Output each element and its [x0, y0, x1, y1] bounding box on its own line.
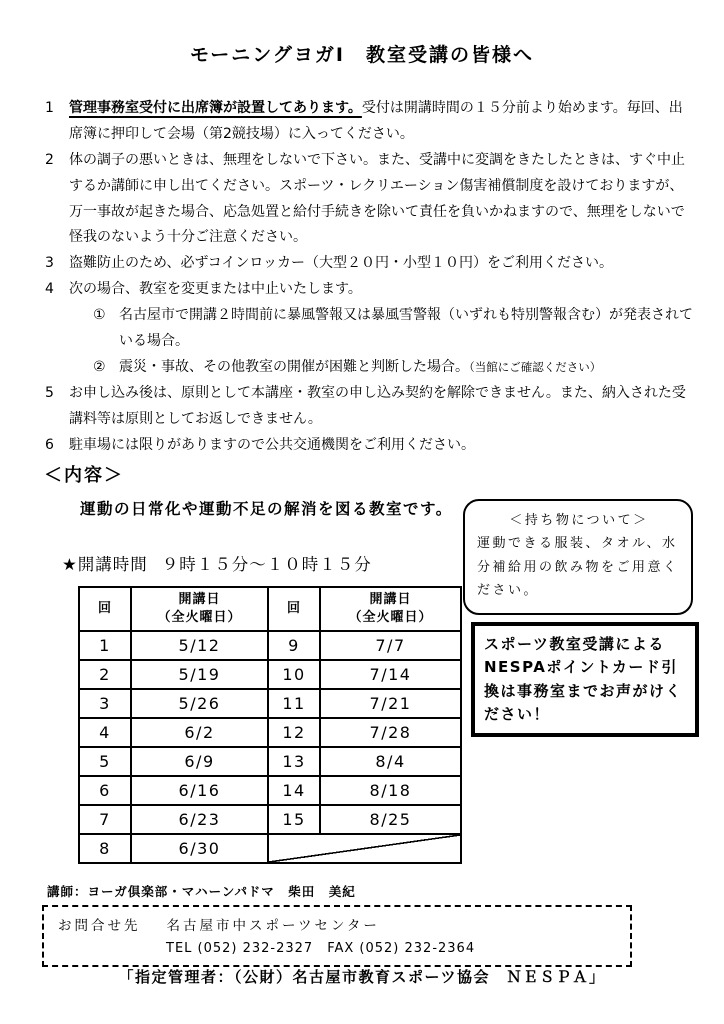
- session-number-cell: 7: [79, 805, 131, 834]
- session-number-cell: 14: [268, 776, 320, 805]
- header-date-line1: 開講日: [369, 592, 412, 608]
- session-number-cell: 10: [268, 660, 320, 689]
- session-date-cell: 8/18: [320, 776, 461, 805]
- content-section-heading: ＜内容＞: [44, 465, 124, 486]
- note-text: 次の場合、教室を変更または中止いたします。: [69, 281, 362, 298]
- nespa-point-box: スポーツ教室受講によるNESPAポイントカード引換は事務室までお声がけください！: [471, 622, 699, 737]
- note-item-4: [45, 277, 695, 303]
- contact-label: お問合せ先: [58, 918, 141, 934]
- designated-manager-line: 「指定管理者：（公財）名古屋市教育スポーツ協会 ＮＥＳＰＡ」: [118, 968, 606, 986]
- session-date-cell: 6/23: [131, 805, 268, 834]
- header-session-number: 回: [79, 587, 131, 631]
- contact-box: [42, 905, 632, 967]
- subnote-item-2: [93, 355, 695, 381]
- session-number-cell: 9: [268, 631, 320, 660]
- session-number-cell: 3: [79, 689, 131, 718]
- schedule-table-header: [79, 587, 461, 631]
- class-time-label: ★開講時間: [62, 555, 148, 574]
- note-text: [69, 96, 695, 148]
- session-date-cell: 7/14: [320, 660, 461, 689]
- note-number: 2: [45, 151, 54, 168]
- session-number-cell: 11: [268, 689, 320, 718]
- note-item-5: [45, 381, 695, 433]
- session-date-cell: 6/2: [131, 718, 268, 747]
- table-row: [79, 776, 461, 805]
- note-number: 1: [45, 100, 54, 116]
- session-number-cell: 4: [79, 718, 131, 747]
- table-row: [79, 718, 461, 747]
- subnote-item-1: [93, 303, 695, 355]
- instructor-line: 講師：ヨーガ倶楽部・マハーンパドマ 柴田 美紀: [47, 884, 356, 899]
- contact-tel-fax: TEL (052) 232-2327 FAX (052) 232-2364: [166, 941, 476, 956]
- note-rest: 受付は開講時間の１５分前より始めます。毎回、出席簿に押印して会場（第2競技場）に入ってください。: [69, 100, 683, 142]
- note-item-2: [45, 148, 695, 252]
- class-time-value: ９時１５分～１０時１５分: [161, 555, 372, 574]
- header-date: [131, 587, 268, 631]
- page-title: モーニングヨガⅠ 教室受講の皆様へ: [190, 44, 534, 66]
- session-date-cell: 8/25: [320, 805, 461, 834]
- header-date-line2: （全火曜日）: [157, 610, 242, 625]
- note-item-3: [45, 251, 695, 277]
- subnote-parenthetical: （当館にご確認ください）: [469, 359, 602, 374]
- session-date-cell: 6/9: [131, 747, 268, 776]
- table-row: [79, 631, 461, 660]
- subnote-text: 名古屋市で開講２時間前に暴風警報又は暴風雪警報（いずれも特別警報含む）が発表されている場合。: [119, 307, 693, 350]
- header-date-line2: （全火曜日）: [348, 610, 433, 625]
- session-number-cell: 12: [268, 718, 320, 747]
- session-number-cell: 15: [268, 805, 320, 834]
- schedule-table-body: [79, 631, 461, 863]
- table-row: [79, 834, 461, 863]
- note-number: 5: [45, 384, 54, 401]
- session-date-cell: 6/30: [131, 834, 268, 863]
- notes-list: [45, 96, 695, 458]
- empty-diagonal-cell: [268, 834, 461, 863]
- session-date-cell: 7/28: [320, 718, 461, 747]
- belongings-box: [463, 499, 693, 615]
- belongings-box-title: ＜持ち物について＞: [509, 513, 649, 528]
- note-number: 3: [45, 255, 54, 272]
- note-text: 駐車場には限りがありますので公共交通機関をご利用ください。: [69, 436, 475, 453]
- note-text: 体の調子の悪いときは、無理をしないで下さい。また、受講中に変調をきたしたときは、すぐ中止するか講師に申し出てください。スポーツ・レクリエーション傷害補償制度を設けておりますが、万一事故が起きた場合、応急処置と給付手続きを除いて責任を負いかねますので、無理をしないで怪我のないよう十分ご注意ください。: [69, 151, 685, 246]
- session-number-cell: 8: [79, 834, 131, 863]
- contact-line1: [58, 914, 630, 934]
- session-number-cell: 5: [79, 747, 131, 776]
- session-number-cell: 1: [79, 631, 131, 660]
- contact-facility-name: 名古屋市中スポーツセンター: [166, 918, 380, 934]
- session-number-cell: 2: [79, 660, 131, 689]
- table-row: [79, 660, 461, 689]
- header-date: [320, 587, 461, 631]
- belongings-box-body: 運動できる服装、タオル、水分補給用の飲み物をご用意ください。: [477, 536, 679, 599]
- class-time-line: [62, 551, 372, 575]
- session-date-cell: 5/26: [131, 689, 268, 718]
- subnote-main: 震災・事故、その他教室の開催が困難と判断した場合。: [119, 358, 469, 375]
- table-row: [79, 689, 461, 718]
- note-number: 4: [45, 281, 54, 298]
- session-date-cell: 5/19: [131, 660, 268, 689]
- note-number: 6: [45, 436, 54, 453]
- session-date-cell: 7/7: [320, 631, 461, 660]
- session-number-cell: 6: [79, 776, 131, 805]
- session-date-cell: 6/16: [131, 776, 268, 805]
- subnote-number: ②: [93, 358, 106, 375]
- subnote-text: [119, 355, 695, 381]
- schedule-table: [78, 586, 462, 864]
- content-description: 運動の日常化や運動不足の解消を図る教室です。: [80, 500, 453, 518]
- table-row: [79, 805, 461, 834]
- header-session-number: 回: [268, 587, 320, 631]
- table-row: [79, 747, 461, 776]
- note-text: 盗難防止のため、必ずコインロッカー（大型２０円・小型１０円）をご利用ください。: [69, 255, 614, 272]
- session-date-cell: 7/21: [320, 689, 461, 718]
- session-date-cell: 5/12: [131, 631, 268, 660]
- note-lead-underlined: 管理事務室受付に出席簿が設置してあります。: [69, 100, 362, 116]
- note-item-1: [45, 96, 695, 148]
- note-item-6: [45, 433, 695, 459]
- note-text: お申し込み後は、原則として本講座・教室の申し込み契約を解除できません。また、納入された受講料等は原則としてお返しできません。: [69, 384, 686, 427]
- session-number-cell: 13: [268, 747, 320, 776]
- subnote-number: ①: [93, 307, 106, 324]
- session-date-cell: 8/4: [320, 747, 461, 776]
- header-date-line1: 開講日: [178, 592, 221, 608]
